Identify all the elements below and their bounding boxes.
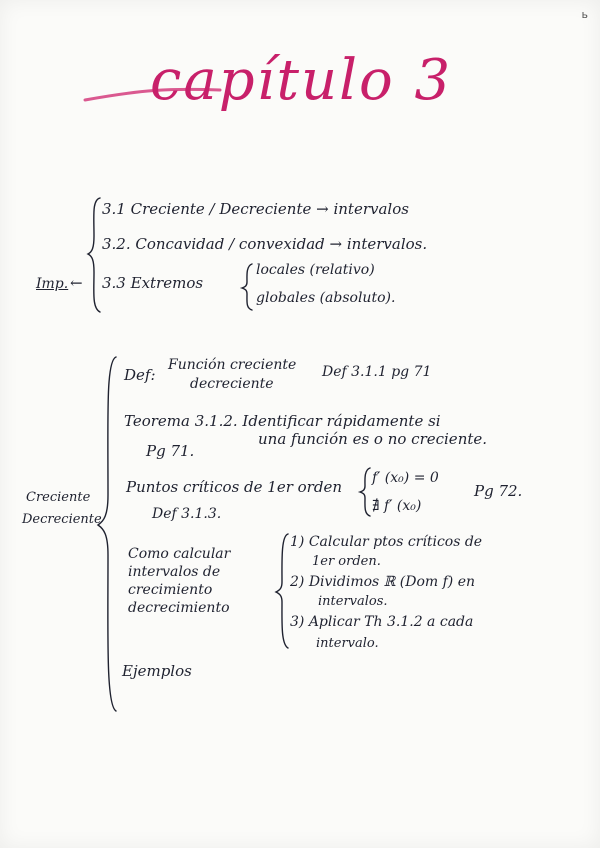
corner-mark: ь <box>581 8 588 21</box>
puntos-cond2: ∄ f′ (x₀) <box>372 498 422 514</box>
como-line2: intervalos de <box>128 564 221 580</box>
step-3-line1: 3) Aplicar Th 3.1.2 a cada <box>290 614 474 630</box>
step-2-line1: 2) Dividimos ℝ (Dom f) en <box>290 574 476 590</box>
teorema-line2: una función es o no creciente. <box>258 430 488 448</box>
puntos-cond1: f′ (x₀) = 0 <box>372 470 439 486</box>
steps-brace <box>276 532 290 650</box>
step-1-line1: 1) Calcular ptos críticos de <box>290 534 483 550</box>
def-reference: Def 3.1.1 pg 71 <box>322 364 432 380</box>
puntos-page: Pg 72. <box>474 482 523 500</box>
section-3-1: 3.1 Creciente / Decreciente → intervalos <box>102 200 409 218</box>
step-1-line2: 1er orden. <box>312 554 381 569</box>
puntos-def: Def 3.1.3. <box>152 506 222 522</box>
side-label-decreciente: Decreciente <box>22 512 102 527</box>
side-label-creciente: Creciente <box>26 490 91 505</box>
imp-arrow: ← <box>70 274 83 292</box>
puntos-label: Puntos críticos de 1er orden <box>126 478 342 496</box>
section-3-2: 3.2. Concavidad / convexidad → intervalos. <box>102 235 428 253</box>
como-line1: Como calcular <box>128 546 231 562</box>
crec-decrec-brace <box>98 355 118 715</box>
teorema-line1: Teorema 3.1.2. Identificar rápidamente si <box>124 412 441 430</box>
imp-label: Imp. <box>36 276 69 292</box>
como-line4: decrecimiento <box>128 600 230 616</box>
puntos-brace <box>360 466 372 518</box>
ejemplos-label: Ejemplos <box>122 662 192 680</box>
page-title: capítulo 3 <box>150 48 453 113</box>
extremos-local: locales (relativo) <box>256 262 375 278</box>
extremos-brace <box>242 262 254 312</box>
def-label: Def: <box>124 366 156 384</box>
extremos-global: globales (absoluto). <box>256 290 396 306</box>
def-line1: Función creciente <box>168 357 297 373</box>
teorema-page: Pg 71. <box>146 442 195 460</box>
def-line2: decreciente <box>190 376 274 392</box>
section-3-3: 3.3 Extremos <box>102 274 204 292</box>
outline-brace <box>88 196 102 316</box>
como-line3: crecimiento <box>128 582 213 598</box>
step-2-line2: intervalos. <box>318 594 388 609</box>
step-3-line2: intervalo. <box>316 636 379 651</box>
